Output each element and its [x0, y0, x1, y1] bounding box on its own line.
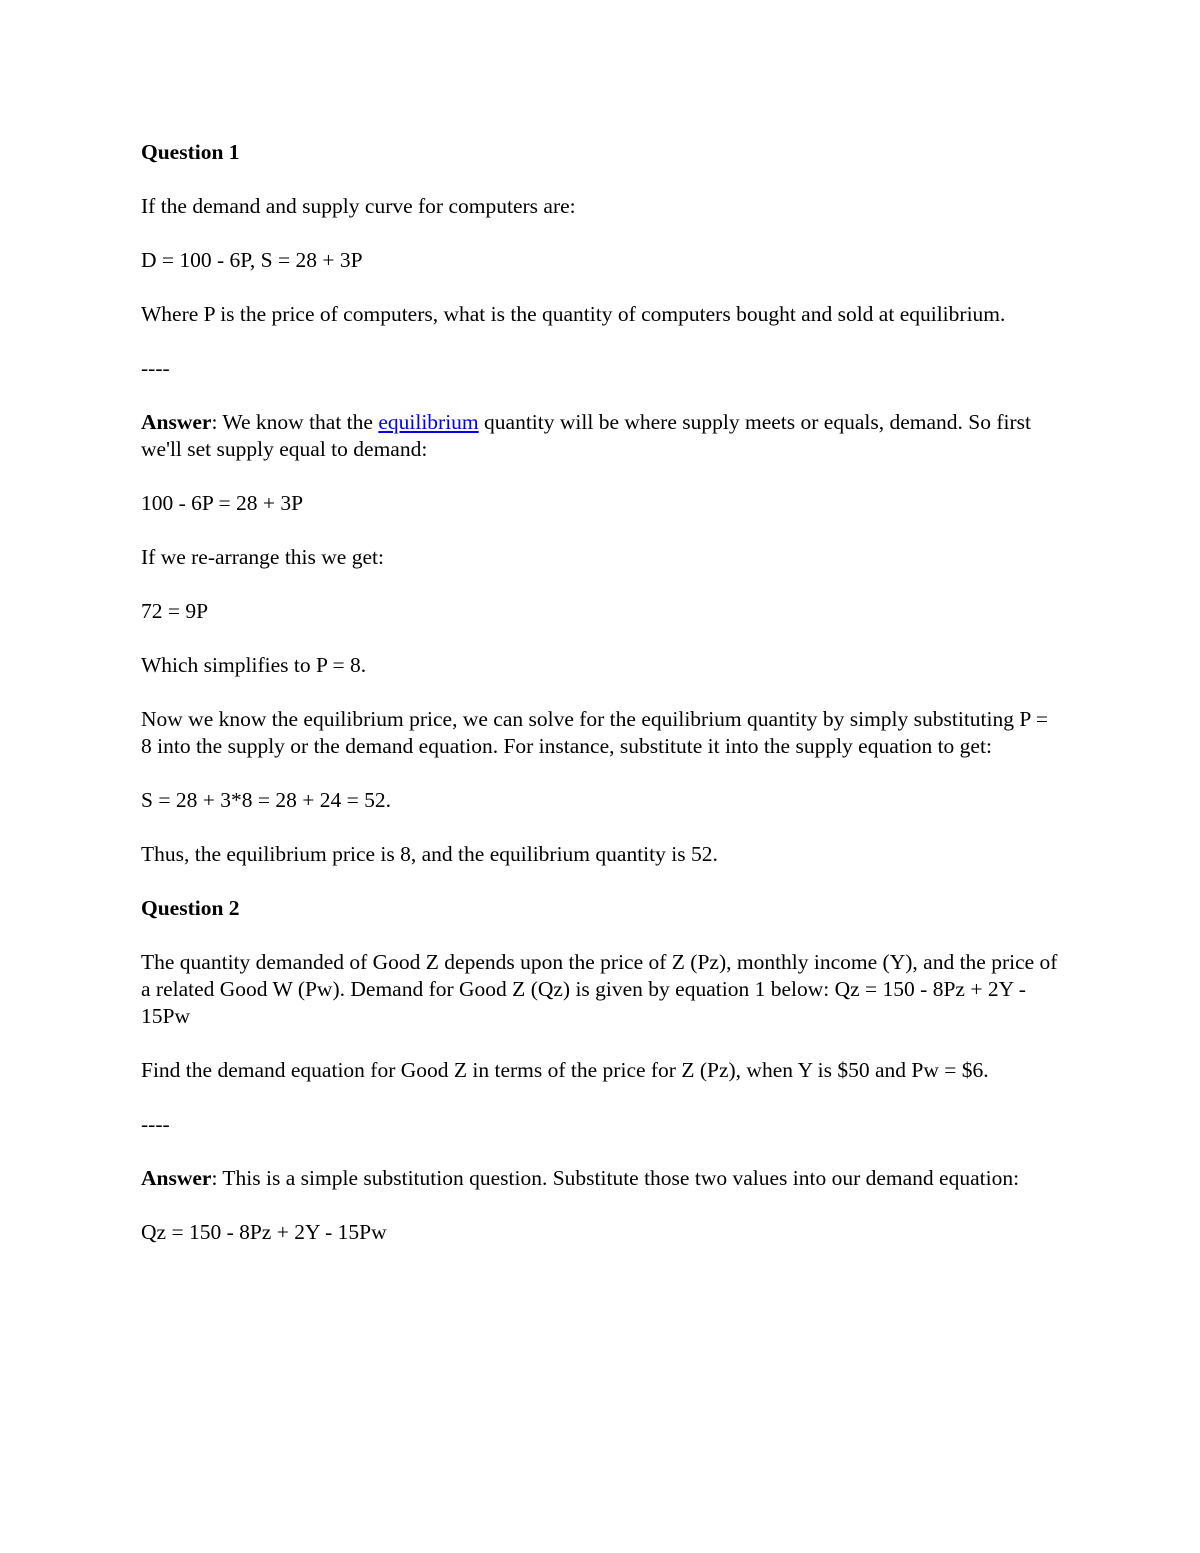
step-text-4: Which simplifies to P = 8. — [141, 653, 367, 677]
question-2-equation: Qz = 150 - 8Pz + 2Y - 15Pw — [141, 1220, 387, 1244]
equilibrium-link[interactable]: equilibrium — [378, 410, 479, 434]
question-1-prompt: If the demand and supply curve for computers are: — [141, 194, 576, 218]
question-2-prompt: The quantity demanded of Good Z depends upon the price of Z (Pz), monthly income (Y), and the price of a related Good W (Pw). Demand for Good Z (Qz) is given by equation 1 below: Qz = 150 - 8Pz + 2Y - 15Pw — [141, 950, 1058, 1028]
question-1-question: Where P is the price of computers, what is the quantity of computers bought and sold at equilibrium. — [141, 302, 1006, 326]
step-equation-1: 100 - 6P = 28 + 3P — [141, 491, 304, 515]
question-2-answer — [141, 1165, 1061, 1192]
question-1-equations: D = 100 - 6P, S = 28 + 3P — [141, 248, 363, 272]
question-2-separator: ---- — [141, 1112, 170, 1136]
answer-label: Answer — [141, 1166, 212, 1190]
question-2-question: Find the demand equation for Good Z in terms of the price for Z (Pz), when Y is $50 and Pw = $6. — [141, 1058, 989, 1082]
question-1-heading: Question 1 — [141, 140, 240, 164]
question-1-answer — [141, 409, 1061, 463]
document-page — [141, 139, 1061, 1273]
answer-text: : This is a simple substitution question. Substitute those two values into our demand equation: — [211, 1166, 1020, 1190]
question-2-heading: Question 2 — [141, 896, 240, 920]
answer-label: Answer — [141, 410, 212, 434]
step-text-2: If we re-arrange this we get: — [141, 545, 384, 569]
answer-intro: : We know that the — [211, 410, 379, 434]
question-1-separator: ---- — [141, 356, 170, 380]
question-1-conclusion: Thus, the equilibrium price is 8, and the equilibrium quantity is 52. — [141, 842, 718, 866]
step-equation-6: S = 28 + 3*8 = 28 + 24 = 52. — [141, 788, 391, 812]
step-text-5: Now we know the equilibrium price, we can solve for the equilibrium quantity by simply substituting P = 8 into the supply or the demand equation. For instance, substitute it into the supply equation to get: — [141, 707, 1049, 758]
step-equation-3: 72 = 9P — [141, 599, 209, 623]
answer-text: quantity will be where supply meets or equals, demand. So first we'll set supply equal to demand: — [141, 410, 1031, 461]
